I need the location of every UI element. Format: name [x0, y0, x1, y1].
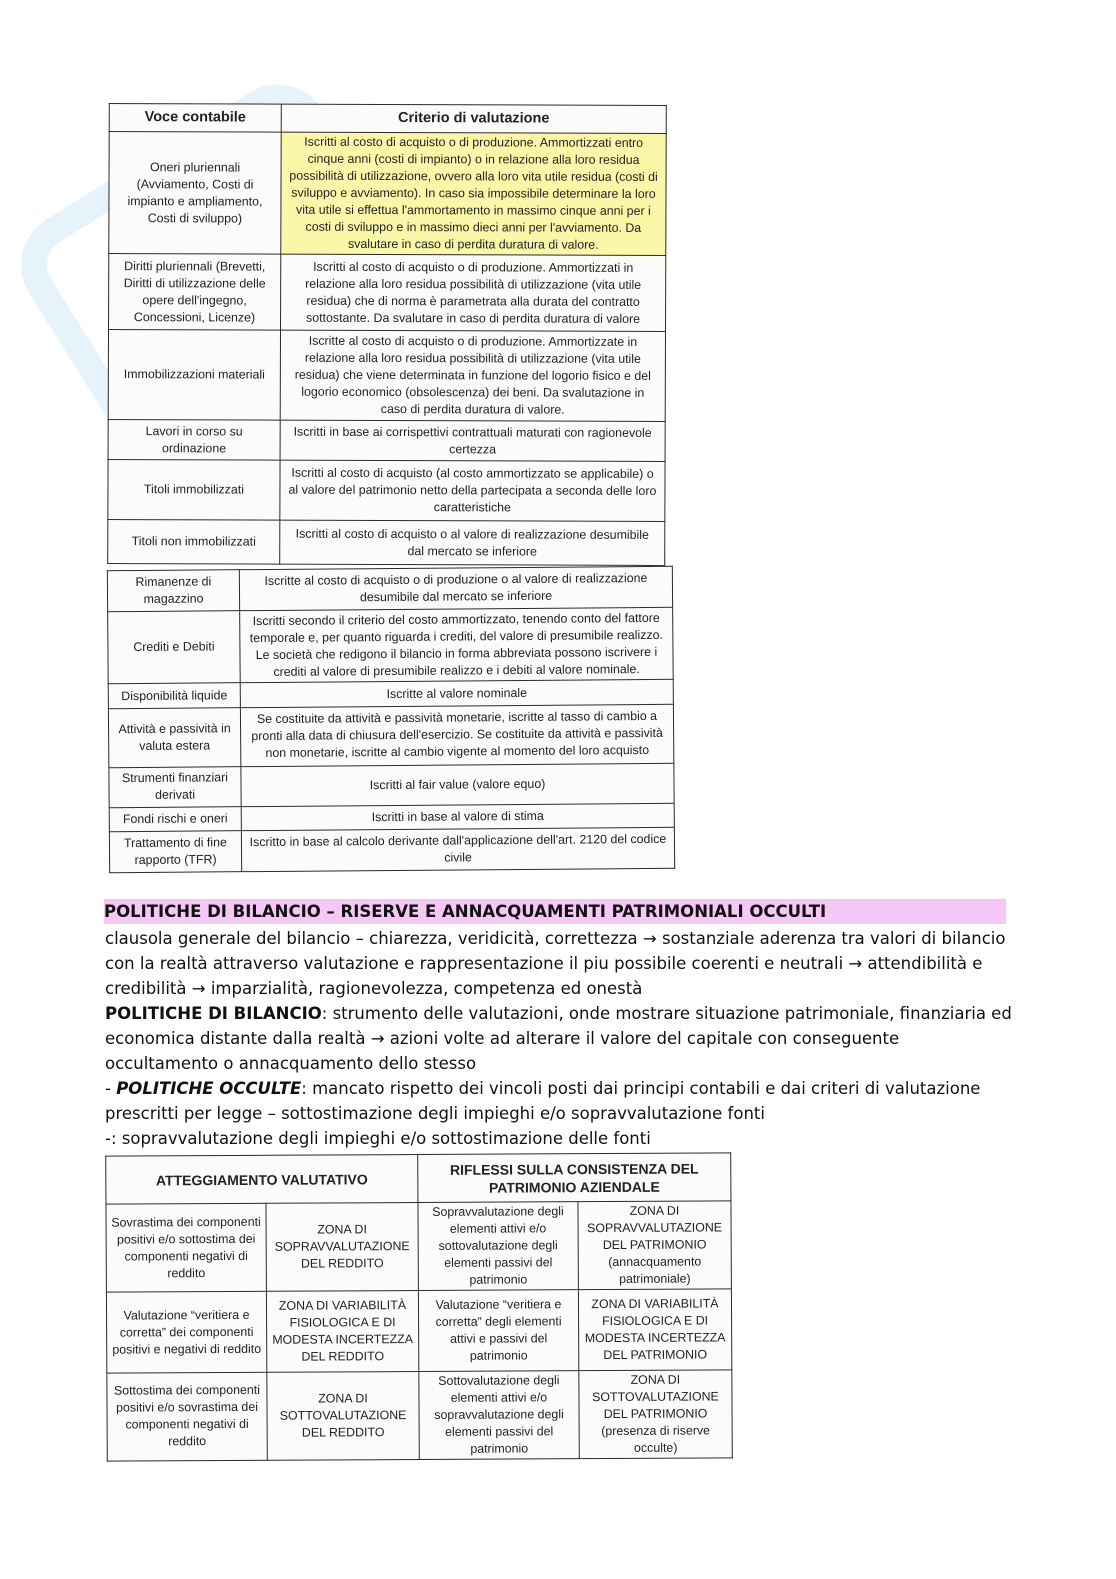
- table-cell-criterio: Iscritte al costo di acquisto o di produzione o al valore di realizzazione desumibile dal mercato se inferiore: [239, 566, 672, 610]
- table-cell-voce: Crediti e Debiti: [108, 610, 241, 684]
- table-cell-zone-patrimonio: ZONA DI SOPRAVVALUTAZIONE DEL PATRIMONIO (annacquamento patrimoniale): [578, 1201, 731, 1290]
- table-cell-zone-patrimonio: ZONA DI VARIABILITÀ FISIOLOGICA E DI MODESTA INCERTEZZA DEL PATRIMONIO: [578, 1289, 731, 1370]
- section-body: [105, 926, 1015, 1151]
- paragraph-politiche: [105, 1001, 1015, 1076]
- table-cell-criterio: Iscritti al fair value (valore equo): [241, 763, 674, 807]
- table-cell-zone-reddito: ZONA DI SOTTOVALUTAZIONE DEL REDDITO: [267, 1371, 419, 1460]
- valuation-table-1: [107, 103, 667, 563]
- table-cell-voce: Disponibilità liquide: [108, 683, 240, 708]
- table-cell-voce: Fondi rischi e oneri: [109, 807, 241, 832]
- valuation-table-2: [107, 566, 675, 873]
- table-cell-criterio: Iscritti al costo di acquisto o di produzione. Ammortizzati in relazione alla loro residua possibilità di utilizzazione (vita utile residua) che di norma è parametrata alla durata del contratto sottostante. Da svalutare in caso di perdita duratura di valore: [281, 254, 666, 331]
- table-cell-criterio: Iscritti al costo di acquisto o di produzione. Ammortizzati entro cinque anni (costi di impianto) o in relazione alla loro residua possibilità di utilizzazione, ovvero alla loro vita utile residua (costi di sviluppo e avviamento). In caso sia impossibile determinare la loro vita utile si effettua l'ammortamento in massimo cinque anni per i costi di sviluppo e in massimo dieci anni per l'avviamento. Da svalutare in caso di perdita duratura di valore.: [281, 132, 666, 255]
- table-cell-voce: Oneri pluriennali (Avviamento, Costi di impianto e ampliamento, Costi di sviluppo): [109, 132, 281, 255]
- table-cell-zone-reddito: ZONA DI SOPRAVVALUTAZIONE DEL REDDITO: [266, 1203, 418, 1292]
- table-cell-criterio: Iscritti in base ai corrispettivi contrattuali maturati con ragionevole certezza: [280, 420, 665, 461]
- col-header-riflessi: RIFLESSI SULLA CONSISTENZA DEL PATRIMONIO AZIENDALE: [418, 1153, 731, 1203]
- table-cell-criterio: Iscritti al costo di acquisto (al costo ammortizzato se applicabile) o al valore del patrimonio netto della partecipata a seconda delle loro caratteristiche: [280, 460, 665, 521]
- table-cell-voce: Trattamento di fine rapporto (TFR): [109, 831, 241, 873]
- valuation-attitude-table: [105, 1152, 733, 1461]
- col-header-voce: Voce contabile: [109, 104, 281, 133]
- table-cell-reflection: Sopravvalutazione degli elementi attivi e/o sottovalutazione degli elementi passivi del patrimonio: [418, 1202, 578, 1291]
- table-cell-voce: Titoli non immobilizzati: [108, 520, 280, 565]
- paragraph-occulte: [105, 1076, 1015, 1126]
- table-cell-attitude: Valutazione “veritiera e corretta” dei componenti positivi e negativi di reddito: [106, 1292, 266, 1373]
- term-politiche-di-bilancio: POLITICHE DI BILANCIO: [105, 1004, 322, 1023]
- table-cell-criterio: Iscritti secondo il criterio del costo ammortizzato, tenendo conto del fattore temporale e, per quanto riguarda i crediti, del valore di presumibile realizzo. Le società che redigono il bilancio in forma abbreviata possono iscrivere i crediti al valore di presumibile realizzo e i debiti al valore nominale.: [240, 607, 674, 683]
- paragraph-clausola: clausola generale del bilancio – chiarezza, veridicità, correttezza → sostanziale aderenza tra valori di bilancio con la realtà attraverso valutazione e rappresentazione il piu possibile coerenti e neutrali → attendibilità e credibilità → imparzialità, ragionevolezza, competenza ed onestà: [105, 929, 1006, 998]
- table-cell-voce: Rimanenze di magazzino: [107, 570, 239, 612]
- bullet-dash: -: [105, 1079, 117, 1098]
- politiche-description: : strumento delle valutazioni, onde mostrare situazione patrimoniale, finanziaria ed economica distante dalla realtà → azioni volte ad alterare il valore del capitale con conseguente occultamento o annacquamento dello stesso: [105, 1004, 1012, 1073]
- section-heading: POLITICHE DI BILANCIO – RISERVE E ANNACQUAMENTI PATRIMONIALI OCCULTI: [104, 899, 1006, 924]
- col-header-criterio: Criterio di valutazione: [281, 104, 666, 133]
- table-cell-voce: Attività e passività in valuta estera: [108, 707, 240, 767]
- table-cell-criterio: Se costituite da attività e passività monetarie, iscritte al tasso di cambio a pronti alla data di chiusura dell'esercizio. Se costituite da attività e passività non monetarie, iscritte al cambio vigente al momento del loro acquisto: [240, 704, 673, 766]
- table-cell-attitude: Sovrastima dei componenti positivi e/o sottostima dei componenti negativi di reddito: [106, 1203, 266, 1292]
- table-cell-attitude: Sottostima dei componenti positivi e/o sovrastima dei componenti negativi di reddito: [107, 1372, 267, 1461]
- table-cell-criterio: Iscritto in base al calcolo derivante dall'applicazione dell'art. 2120 del codice civile: [241, 828, 674, 872]
- table-cell-voce: Titoli immobilizzati: [108, 460, 280, 521]
- table-cell-criterio: Iscritte al costo di acquisto o di produzione. Ammortizzate in relazione alla loro residua possibilità di utilizzazione (vita utile residua) che viene determinata in funzione del logorio fisico e del logorio economico (obsolescenza) dei beni. Da svalutazione in caso di perdita duratura di valore.: [280, 330, 665, 421]
- table-cell-criterio: Iscritte al valore nominale: [240, 680, 673, 708]
- table-cell-reflection: Valutazione “veritiera e corretta” degli elementi attivi e passivi del patrimonio: [418, 1290, 578, 1371]
- table-cell-voce: Lavori in corso su ordinazione: [108, 420, 280, 461]
- paragraph-sopravvalutazione: -: sopravvalutazione degli impieghi e/o sottostimazione delle fonti: [105, 1129, 651, 1148]
- table-cell-voce: Immobilizzazioni materiali: [108, 330, 280, 421]
- occulte-description: : mancato rispetto dei vincoli posti dai principi contabili e dai criteri di valutazione prescritti per legge – sottostimazione degli impieghi e/o sopravvalutazione fonti: [105, 1079, 981, 1123]
- table-cell-criterio: Iscritti al costo di acquisto o al valore di realizzazione desumibile dal mercato se inferiore: [280, 520, 665, 565]
- col-header-atteggiamento: ATTEGGIAMENTO VALUTATIVO: [106, 1155, 418, 1205]
- table-cell-criterio: Iscritti in base al valore di stima: [241, 803, 674, 831]
- table-cell-zone-reddito: ZONA DI VARIABILITÀ FISIOLOGICA E DI MODESTA INCERTEZZA DEL REDDITO: [266, 1291, 418, 1372]
- table-cell-voce: Strumenti finanziari derivati: [109, 766, 241, 808]
- table-cell-voce: Diritti pluriennali (Brevetti, Diritti di utilizzazione delle opere dell'ingegno, Concessioni, Licenze): [109, 254, 281, 331]
- term-politiche-occulte: POLITICHE OCCULTE: [116, 1079, 302, 1098]
- table-cell-reflection: Sottovalutazione degli elementi attivi e/o sopravvalutazione degli elementi passivi del patrimonio: [419, 1370, 579, 1459]
- table-cell-zone-patrimonio: ZONA DI SOTTOVALUTAZIONE DEL PATRIMONIO (presenza di riserve occulte): [579, 1370, 732, 1459]
